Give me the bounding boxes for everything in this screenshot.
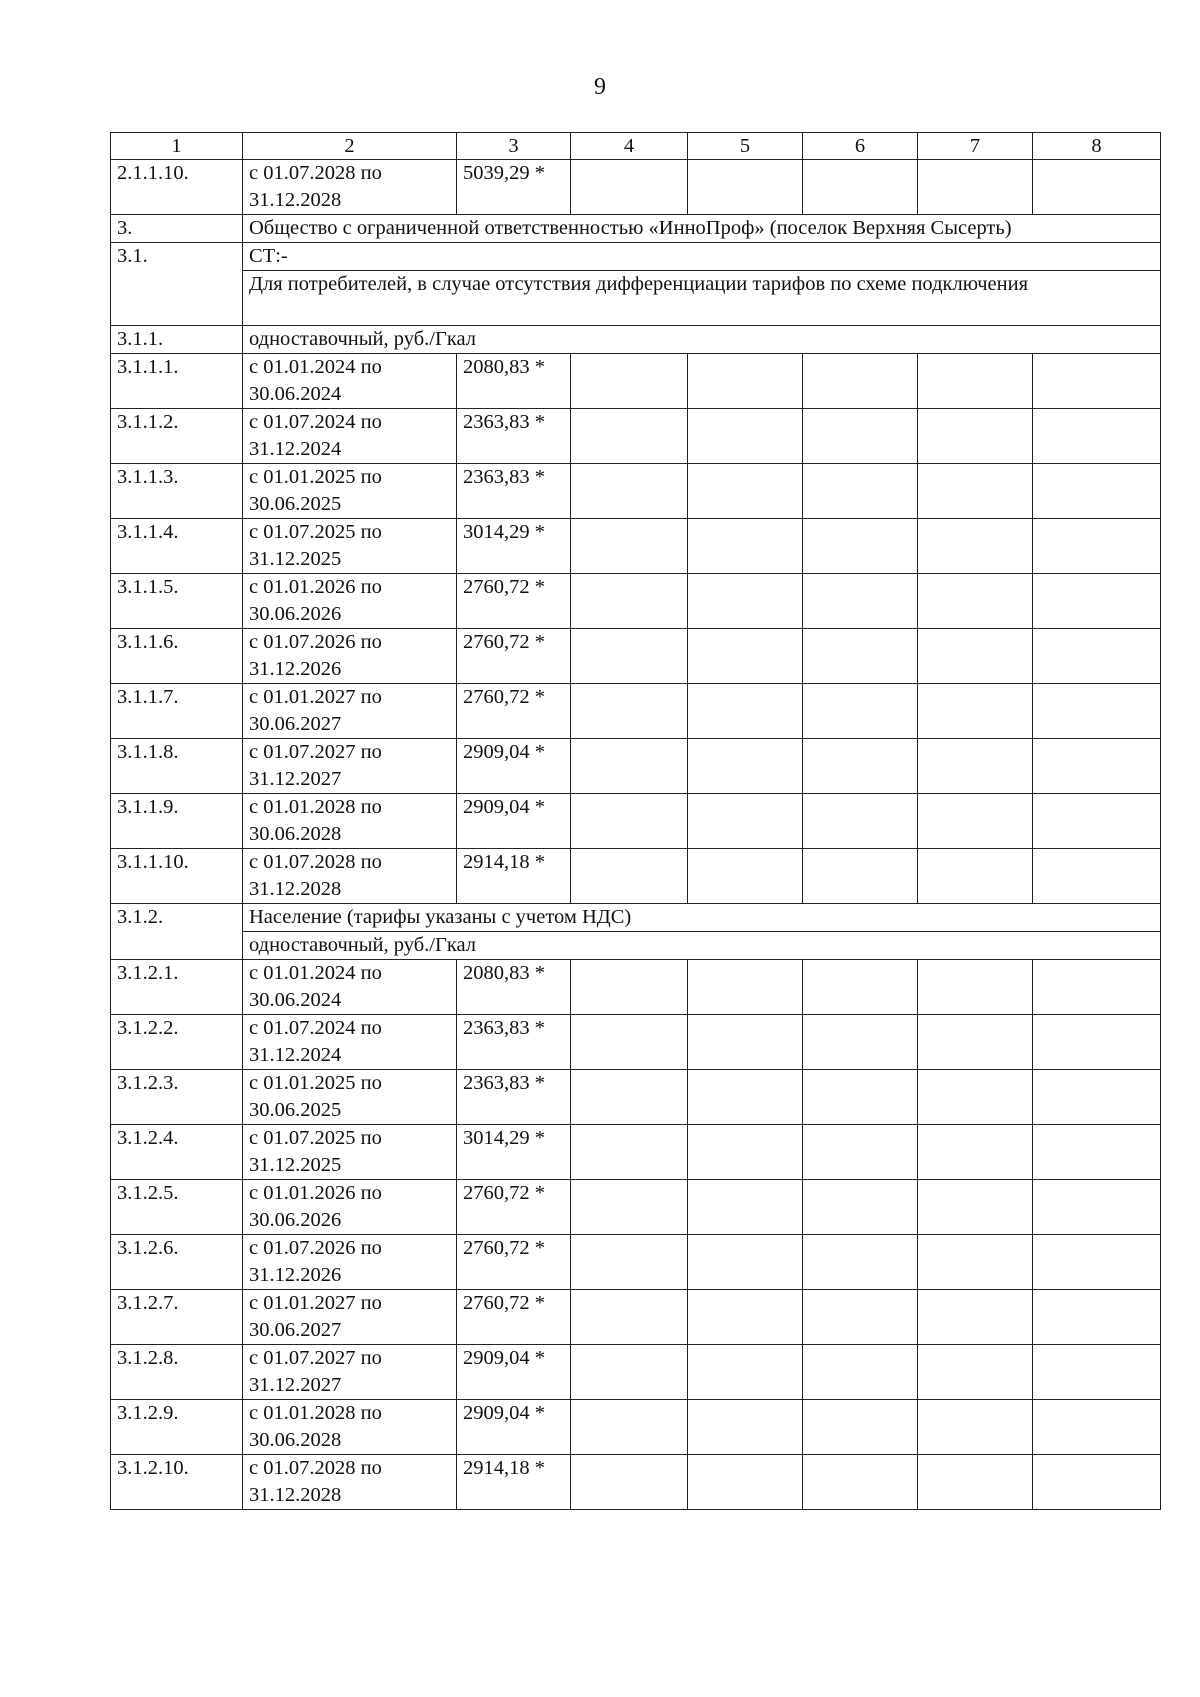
- row-number: 3.1.1.: [111, 326, 243, 354]
- column-header: 7: [918, 133, 1033, 160]
- empty-cell: [688, 1070, 803, 1125]
- empty-cell: [571, 354, 688, 409]
- table-row: [111, 354, 1161, 409]
- table-row: [111, 1235, 1161, 1290]
- row-number: 3.: [111, 215, 243, 243]
- column-header: 5: [688, 133, 803, 160]
- tariff-value: 2760,72 *: [457, 1290, 571, 1345]
- empty-cell: [571, 1235, 688, 1290]
- empty-cell: [918, 1345, 1033, 1400]
- row-number: 3.1.1.6.: [111, 629, 243, 684]
- table-row: [111, 629, 1161, 684]
- empty-cell: [803, 160, 918, 215]
- empty-cell: [571, 1070, 688, 1125]
- period-cell: с 01.01.2024 по 30.06.2024: [243, 354, 457, 409]
- empty-cell: [803, 1290, 918, 1345]
- period-cell: с 01.07.2025 по 31.12.2025: [243, 1125, 457, 1180]
- period-cell: с 01.07.2028 по 31.12.2028: [243, 849, 457, 904]
- empty-cell: [803, 1455, 918, 1510]
- empty-cell: [918, 794, 1033, 849]
- tariff-value: 2760,72 *: [457, 574, 571, 629]
- empty-cell: [571, 794, 688, 849]
- empty-cell: [1033, 1015, 1161, 1070]
- empty-cell: [688, 1290, 803, 1345]
- rate-type-row: [111, 932, 1161, 960]
- empty-cell: [803, 794, 918, 849]
- empty-cell: [803, 739, 918, 794]
- table-row: [111, 1455, 1161, 1510]
- empty-cell: [571, 684, 688, 739]
- period-cell: с 01.01.2024 по 30.06.2024: [243, 960, 457, 1015]
- empty-cell: [803, 464, 918, 519]
- empty-cell: [803, 519, 918, 574]
- empty-cell: [1033, 464, 1161, 519]
- table-row: [111, 1125, 1161, 1180]
- row-number: 3.1.1.5.: [111, 574, 243, 629]
- empty-cell: [571, 464, 688, 519]
- organization-name: Общество с ограниченной ответственностью «ИнноПроф» (поселок Верхняя Сысерть): [243, 215, 1161, 243]
- tariff-value: 2363,83 *: [457, 409, 571, 464]
- empty-cell: [803, 1070, 918, 1125]
- table-row: [111, 574, 1161, 629]
- column-header: 4: [571, 133, 688, 160]
- tariff-value: 2914,18 *: [457, 1455, 571, 1510]
- row-number: 3.1.1.2.: [111, 409, 243, 464]
- empty-cell: [571, 1455, 688, 1510]
- table-row: [111, 409, 1161, 464]
- empty-cell: [803, 1125, 918, 1180]
- empty-cell: [803, 1180, 918, 1235]
- empty-cell: [1033, 1125, 1161, 1180]
- empty-cell: [803, 684, 918, 739]
- empty-cell: [1033, 849, 1161, 904]
- empty-cell: [1033, 684, 1161, 739]
- section-label: СТ:-: [243, 243, 1161, 271]
- empty-cell: [1033, 1235, 1161, 1290]
- empty-cell: [1033, 1180, 1161, 1235]
- row-number: 3.1.2.5.: [111, 1180, 243, 1235]
- empty-cell: [571, 1015, 688, 1070]
- empty-cell: [1033, 1455, 1161, 1510]
- tariff-value: 2760,72 *: [457, 684, 571, 739]
- tariff-value: 2760,72 *: [457, 1235, 571, 1290]
- empty-cell: [571, 160, 688, 215]
- empty-cell: [918, 849, 1033, 904]
- tariff-value: 2914,18 *: [457, 849, 571, 904]
- tariff-value: 2363,83 *: [457, 464, 571, 519]
- empty-cell: [803, 1345, 918, 1400]
- empty-cell: [1033, 960, 1161, 1015]
- empty-cell: [918, 1125, 1033, 1180]
- empty-cell: [571, 409, 688, 464]
- empty-cell: [918, 629, 1033, 684]
- table-row: [111, 1180, 1161, 1235]
- empty-cell: [918, 1290, 1033, 1345]
- row-number: 3.1.1.1.: [111, 354, 243, 409]
- table-row: [111, 1070, 1161, 1125]
- empty-cell: [918, 1400, 1033, 1455]
- column-header: 6: [803, 133, 918, 160]
- empty-cell: [1033, 574, 1161, 629]
- empty-cell: [571, 629, 688, 684]
- row-number: 3.1.2.1.: [111, 960, 243, 1015]
- table-row: [111, 464, 1161, 519]
- tariff-value: 2909,04 *: [457, 1400, 571, 1455]
- empty-cell: [918, 1455, 1033, 1510]
- empty-cell: [688, 794, 803, 849]
- table-row: [111, 1345, 1161, 1400]
- empty-cell: [803, 409, 918, 464]
- empty-cell: [688, 519, 803, 574]
- empty-cell: [571, 849, 688, 904]
- empty-cell: [803, 574, 918, 629]
- row-number: 3.1.1.3.: [111, 464, 243, 519]
- empty-cell: [1033, 409, 1161, 464]
- rate-type-label: одноставочный, руб./Гкал: [243, 326, 1161, 354]
- row-number: 3.1.1.7.: [111, 684, 243, 739]
- period-cell: с 01.07.2025 по 31.12.2025: [243, 519, 457, 574]
- empty-cell: [918, 684, 1033, 739]
- column-header: 1: [111, 133, 243, 160]
- empty-cell: [1033, 519, 1161, 574]
- row-number: 3.1.2.4.: [111, 1125, 243, 1180]
- empty-cell: [803, 629, 918, 684]
- empty-cell: [688, 1400, 803, 1455]
- empty-cell: [571, 739, 688, 794]
- empty-cell: [803, 1235, 918, 1290]
- row-number: 3.1.2.: [111, 904, 243, 960]
- period-cell: с 01.07.2028 по 31.12.2028: [243, 160, 457, 215]
- empty-cell: [1033, 739, 1161, 794]
- period-cell: с 01.01.2025 по 30.06.2025: [243, 464, 457, 519]
- row-number: 3.1.2.3.: [111, 1070, 243, 1125]
- period-cell: с 01.07.2027 по 31.12.2027: [243, 739, 457, 794]
- empty-cell: [803, 1015, 918, 1070]
- empty-cell: [688, 1235, 803, 1290]
- empty-cell: [571, 574, 688, 629]
- column-header: 2: [243, 133, 457, 160]
- tariff-table: [110, 132, 1161, 1510]
- empty-cell: [688, 409, 803, 464]
- empty-cell: [918, 574, 1033, 629]
- row-number: 3.1.: [111, 243, 243, 326]
- period-cell: с 01.07.2024 по 31.12.2024: [243, 1015, 457, 1070]
- empty-cell: [571, 1180, 688, 1235]
- row-number: 3.1.1.10.: [111, 849, 243, 904]
- empty-cell: [918, 354, 1033, 409]
- period-cell: с 01.01.2028 по 30.06.2028: [243, 794, 457, 849]
- empty-cell: [688, 1015, 803, 1070]
- table-row: [111, 160, 1161, 215]
- empty-cell: [918, 960, 1033, 1015]
- row-number: 3.1.1.9.: [111, 794, 243, 849]
- empty-cell: [571, 1125, 688, 1180]
- tariff-value: 2080,83 *: [457, 960, 571, 1015]
- period-cell: с 01.07.2026 по 31.12.2026: [243, 629, 457, 684]
- table-row: [111, 794, 1161, 849]
- period-cell: с 01.01.2026 по 30.06.2026: [243, 574, 457, 629]
- empty-cell: [918, 519, 1033, 574]
- empty-cell: [918, 1015, 1033, 1070]
- row-number: 3.1.1.4.: [111, 519, 243, 574]
- row-number: 3.1.2.8.: [111, 1345, 243, 1400]
- empty-cell: [803, 960, 918, 1015]
- tariff-value: 2080,83 *: [457, 354, 571, 409]
- empty-cell: [688, 464, 803, 519]
- rate-type-row: [111, 326, 1161, 354]
- consumers-row: [111, 271, 1161, 326]
- table-row: [111, 519, 1161, 574]
- organization-row: [111, 215, 1161, 243]
- empty-cell: [918, 1070, 1033, 1125]
- column-header: 3: [457, 133, 571, 160]
- consumers-label: Для потребителей, в случае отсутствия дифференциации тарифов по схеме подключения: [243, 271, 1161, 326]
- empty-cell: [918, 160, 1033, 215]
- period-cell: с 01.07.2026 по 31.12.2026: [243, 1235, 457, 1290]
- empty-cell: [688, 1345, 803, 1400]
- tariff-value: 2760,72 *: [457, 1180, 571, 1235]
- tariff-value: 2363,83 *: [457, 1070, 571, 1125]
- period-cell: с 01.01.2025 по 30.06.2025: [243, 1070, 457, 1125]
- empty-cell: [688, 849, 803, 904]
- empty-cell: [571, 1345, 688, 1400]
- tariff-value: 2909,04 *: [457, 1345, 571, 1400]
- empty-cell: [571, 1400, 688, 1455]
- table-row: [111, 739, 1161, 794]
- empty-cell: [1033, 1070, 1161, 1125]
- table-row: [111, 849, 1161, 904]
- table-row: [111, 1290, 1161, 1345]
- tariff-value: 2909,04 *: [457, 739, 571, 794]
- empty-cell: [1033, 1345, 1161, 1400]
- empty-cell: [688, 1125, 803, 1180]
- empty-cell: [918, 464, 1033, 519]
- empty-cell: [688, 574, 803, 629]
- empty-cell: [571, 1290, 688, 1345]
- empty-cell: [1033, 160, 1161, 215]
- table-row: [111, 684, 1161, 739]
- empty-cell: [1033, 794, 1161, 849]
- rate-type-label: одноставочный, руб./Гкал: [243, 932, 1161, 960]
- row-number: 3.1.2.10.: [111, 1455, 243, 1510]
- empty-cell: [918, 1235, 1033, 1290]
- period-cell: с 01.01.2027 по 30.06.2027: [243, 684, 457, 739]
- period-cell: с 01.07.2028 по 31.12.2028: [243, 1455, 457, 1510]
- empty-cell: [688, 1180, 803, 1235]
- tariff-value: 2363,83 *: [457, 1015, 571, 1070]
- empty-cell: [1033, 629, 1161, 684]
- period-cell: с 01.01.2026 по 30.06.2026: [243, 1180, 457, 1235]
- empty-cell: [688, 960, 803, 1015]
- tariff-value: 3014,29 *: [457, 1125, 571, 1180]
- empty-cell: [803, 849, 918, 904]
- column-header-row: [111, 133, 1161, 160]
- empty-cell: [803, 1400, 918, 1455]
- empty-cell: [918, 1180, 1033, 1235]
- page-number: 9: [594, 74, 606, 100]
- empty-cell: [1033, 1400, 1161, 1455]
- table-row: [111, 960, 1161, 1015]
- empty-cell: [688, 354, 803, 409]
- empty-cell: [688, 629, 803, 684]
- period-cell: с 01.07.2027 по 31.12.2027: [243, 1345, 457, 1400]
- row-number: 3.1.2.2.: [111, 1015, 243, 1070]
- population-row: [111, 904, 1161, 932]
- empty-cell: [803, 354, 918, 409]
- empty-cell: [688, 739, 803, 794]
- row-number: 3.1.2.6.: [111, 1235, 243, 1290]
- tariff-value: 5039,29 *: [457, 160, 571, 215]
- table-row: [111, 1400, 1161, 1455]
- tariff-value: 3014,29 *: [457, 519, 571, 574]
- row-number: 3.1.1.8.: [111, 739, 243, 794]
- column-header: 8: [1033, 133, 1161, 160]
- empty-cell: [688, 684, 803, 739]
- row-number: 3.1.2.7.: [111, 1290, 243, 1345]
- empty-cell: [688, 1455, 803, 1510]
- tariff-value: 2760,72 *: [457, 629, 571, 684]
- period-cell: с 01.07.2024 по 31.12.2024: [243, 409, 457, 464]
- row-number: 3.1.2.9.: [111, 1400, 243, 1455]
- population-label: Население (тарифы указаны с учетом НДС): [243, 904, 1161, 932]
- section-row: [111, 243, 1161, 271]
- empty-cell: [571, 960, 688, 1015]
- empty-cell: [918, 409, 1033, 464]
- empty-cell: [1033, 1290, 1161, 1345]
- tariff-value: 2909,04 *: [457, 794, 571, 849]
- empty-cell: [918, 739, 1033, 794]
- period-cell: с 01.01.2027 по 30.06.2027: [243, 1290, 457, 1345]
- empty-cell: [688, 160, 803, 215]
- empty-cell: [571, 519, 688, 574]
- row-number: 2.1.1.10.: [111, 160, 243, 215]
- table-row: [111, 1015, 1161, 1070]
- empty-cell: [1033, 354, 1161, 409]
- period-cell: с 01.01.2028 по 30.06.2028: [243, 1400, 457, 1455]
